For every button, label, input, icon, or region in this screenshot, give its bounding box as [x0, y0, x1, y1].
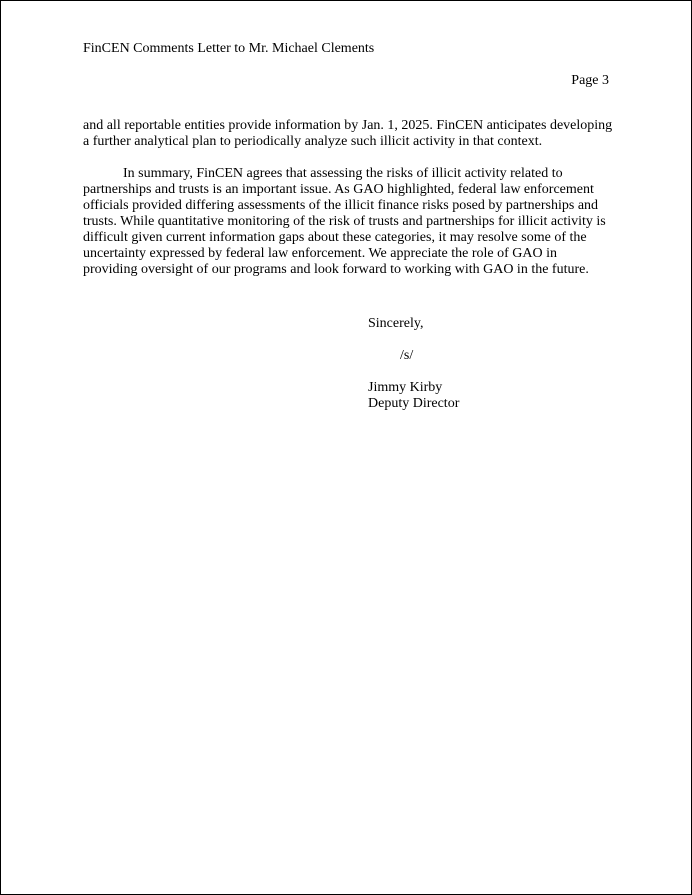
page-number: Page 3: [571, 73, 609, 88]
signer-name: Jimmy Kirby: [368, 380, 443, 395]
signature-mark: /s/: [400, 348, 414, 363]
closing: Sincerely,: [368, 316, 424, 331]
paragraph-continuation: and all reportable entities provide information by Jan. 1, 2025. FinCEN anticipates developing a further analytical plan to periodically analyze such illicit activity in that context.: [83, 118, 613, 149]
signature-block: [368, 316, 459, 412]
letter-body: [83, 118, 613, 278]
letter-title: FinCEN Comments Letter to Mr. Michael Clements: [83, 41, 375, 56]
paragraph-summary: In summary, FinCEN agrees that assessing the risks of illicit activity related to partnerships and trusts is an important issue. As GAO highlighted, federal law enforcement officials provided differing assessments of the illicit finance risks posed by partnerships and trusts. While quantitative monitoring of the risk of trusts and partnerships for illicit activity is difficult given current information gaps about these categories, it may resolve some of the uncertainty expressed by federal law enforcement. We appreciate the role of GAO in providing oversight of our programs and look forward to working with GAO in the future.: [83, 166, 606, 277]
signer-title: Deputy Director: [368, 396, 460, 411]
